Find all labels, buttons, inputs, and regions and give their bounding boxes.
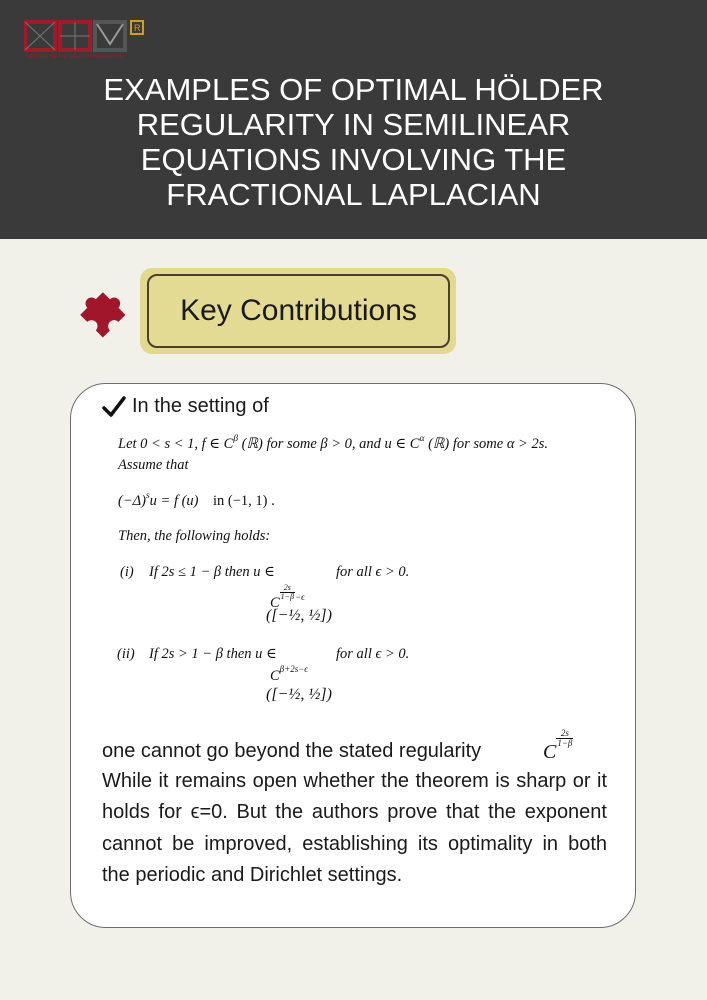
logo-badge: R xyxy=(134,23,141,33)
theorem-item-num: (ii) xyxy=(117,646,135,662)
theorem-hypothesis-line2: Assume that xyxy=(118,457,189,473)
theorem-item-condition: If 2s ≤ 1 − β then u ∈ xyxy=(149,564,275,580)
logo-subtitle: CENTRE DE RECERCA MATEMÀTICA xyxy=(26,54,123,60)
theorem-hypothesis-line1: Let 0 < s < 1, f ∈ $C^\beta$ (ℝ) for some β > 0, and u ∈ $C^\alpha$ (ℝ) for some α > 2s. xyxy=(118,434,548,452)
theorem-item-domain: ([−½, ½]) xyxy=(266,607,332,624)
puzzle-icon xyxy=(70,282,130,342)
paragraph-body: While it remains open whether the theorem is sharp or it holds for ϵ=0. But the authors prove that the exponent cannot be improved, establishing its optimality in both the periodic and Dirichlet settings. xyxy=(102,770,607,886)
checkmark-icon xyxy=(102,396,126,418)
section-header-box xyxy=(147,274,450,348)
regularity-formula: C $\frac{2s}{1-\beta}$ xyxy=(543,728,573,763)
theorem-item-domain: ([−½, ½]) xyxy=(266,686,332,703)
theorem-equation: $(-\Delta)^su = f$ (u) in (−1, 1) . xyxy=(118,491,275,509)
theorem-then: Then, the following holds: xyxy=(118,528,271,544)
paragraph-line1: one cannot go beyond the stated regularity xyxy=(102,740,482,762)
theorem-item-tail: for all ϵ > 0. xyxy=(336,646,410,662)
theorem-item-space: C $\frac{2s}{1-\beta}$ $^{-\epsilon}$ xyxy=(270,583,305,611)
theorem-item-num: (i) xyxy=(120,564,134,580)
theorem-item-tail: for all ϵ > 0. xyxy=(336,564,410,580)
theorem-item-space: $C^{\beta+2s-\epsilon}$ xyxy=(270,664,308,684)
header-banner xyxy=(0,0,707,239)
page-title: EXAMPLES OF OPTIMAL HÖLDER REGULARITY IN SEMILINEAR EQUATIONS INVOLVING THE FRACTIONAL LAPLACIAN xyxy=(103,72,604,212)
theorem-item-condition: If 2s > 1 − β then u ∈ xyxy=(149,646,277,662)
section-title: Key Contributions xyxy=(180,294,417,327)
bullet-text: In the setting of xyxy=(132,395,269,417)
